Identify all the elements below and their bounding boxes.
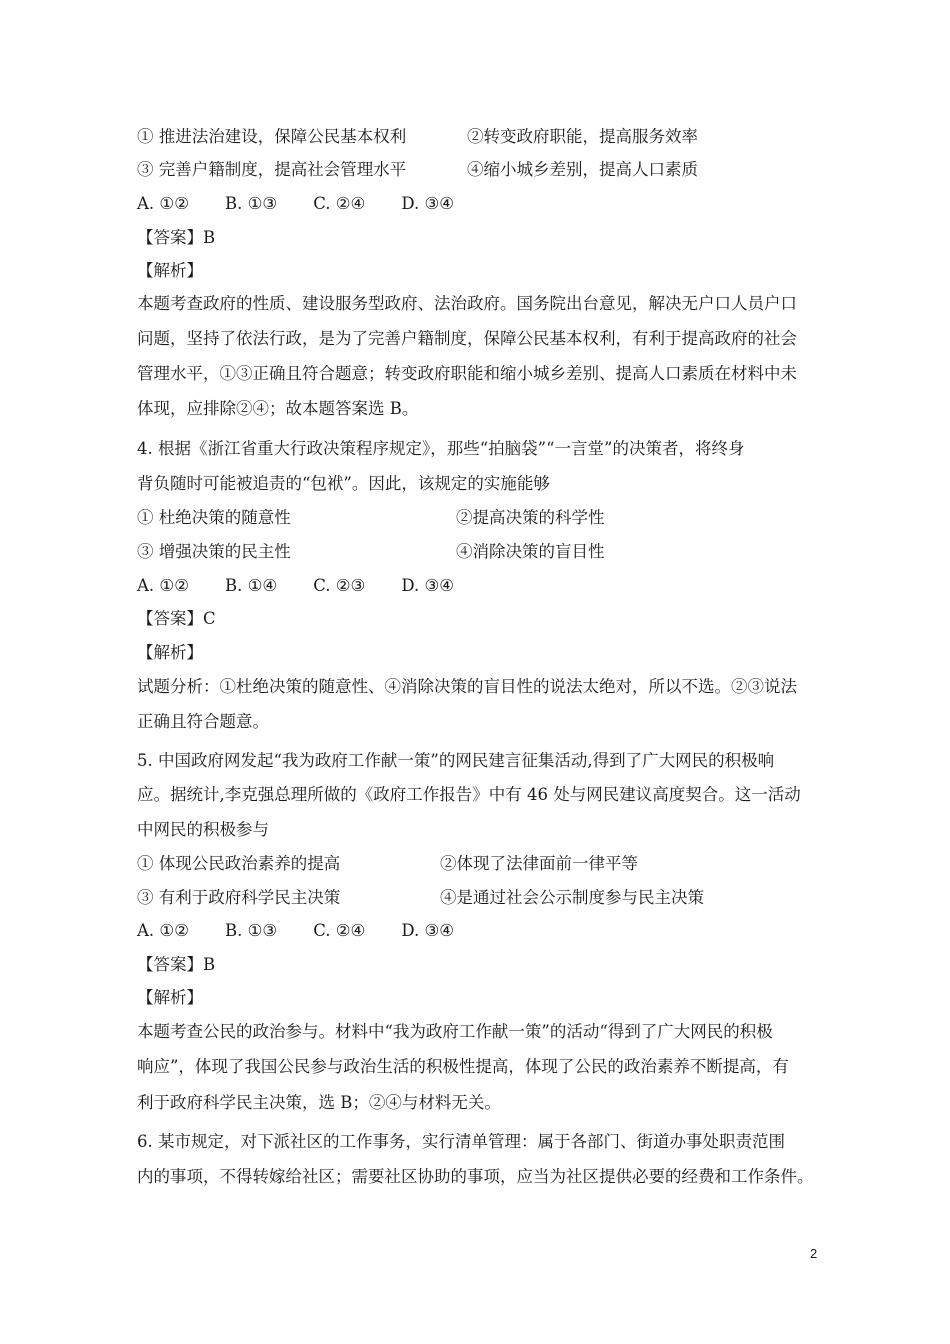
q3-analysis-line-1: 本题考查政府的性质、建设服务型政府、法治政府。国务院出台意见，解决无户口人员户口 xyxy=(137,294,797,313)
q5-analysis-line-3: 利于政府科学民主决策，选 B；②④与材料无关。 xyxy=(137,1093,501,1112)
q5-choice-a: A. ①② xyxy=(137,921,189,940)
q5-choice-b: B. ①③ xyxy=(225,921,278,940)
q3-choice-a: A. ①② xyxy=(137,194,189,213)
q3-analysis-line-4: 体现，应排除②④；故本题答案选 B。 xyxy=(137,399,419,418)
q4-choice-d: D. ③④ xyxy=(401,576,455,595)
q6-stem-line-1: 6. 某市规定，对下派社区的工作事务，实行清单管理：属于各部门、街道办事处职责范围 xyxy=(137,1132,785,1151)
q5-option-4: ④是通过社会公示制度参与民主决策 xyxy=(440,888,704,907)
q5-stem-line-2: 应。据统计,李克强总理所做的《政府工作报告》中有 46 处与网民建议高度契合。这一活动 xyxy=(137,785,801,804)
q5-options-row-2 xyxy=(137,888,704,908)
q5-choice-c: C. ②④ xyxy=(313,921,366,940)
q3-options-row-2 xyxy=(137,160,698,180)
q5-answer: 【答案】B xyxy=(137,955,216,974)
q3-option-4: ④缩小城乡差别，提高人口素质 xyxy=(467,160,698,179)
q3-answer: 【答案】B xyxy=(137,228,216,247)
q3-options-row-1 xyxy=(137,127,698,147)
q4-choice-b: B. ①④ xyxy=(225,576,278,595)
q4-option-2: ②提高决策的科学性 xyxy=(456,508,605,527)
q5-analysis-line-2: 响应”，体现了我国公民参与政治生活的积极性提高，体现了公民的政治素养不断提高，有 xyxy=(137,1057,789,1076)
q4-stem-line-2: 背负随时可能被追责的“包袱”。因此，该规定的实施能够 xyxy=(137,474,550,493)
q4-analysis-line-1: 试题分析：①杜绝决策的随意性、④消除决策的盲目性的说法太绝对，所以不选。②③说法 xyxy=(137,677,797,696)
q4-choice-a: A. ①② xyxy=(137,576,189,595)
q5-option-3: ③ 有利于政府科学民主决策 xyxy=(137,888,341,907)
q4-options-row-2 xyxy=(137,542,605,562)
q3-choice-b: B. ①③ xyxy=(225,194,278,213)
q3-analysis-line-3: 管理水平，①③正确且符合题意；转变政府职能和缩小城乡差别、提高人口素质在材料中未 xyxy=(137,364,797,383)
q4-options-row-1 xyxy=(137,508,605,528)
q4-option-4: ④消除决策的盲目性 xyxy=(456,542,605,561)
q4-option-1: ① 杜绝决策的随意性 xyxy=(137,508,291,527)
q4-stem-line-1: 4. 根据《浙江省重大行政决策程序规定》，那些“拍脑袋”“一言堂”的决策者，将终身 xyxy=(137,439,745,458)
q3-option-2: ②转变政府职能，提高服务效率 xyxy=(467,127,698,146)
page-number: 2 xyxy=(810,1246,818,1261)
q3-choice-d: D. ③④ xyxy=(401,194,455,213)
q3-option-1: ① 推进法治建设，保障公民基本权利 xyxy=(137,127,407,146)
q6-stem-line-2: 内的事项，不得转嫁给社区；需要社区协助的事项，应当为社区提供必要的经费和工作条件。 xyxy=(137,1167,814,1186)
q5-stem-line-3: 中网民的积极参与 xyxy=(137,820,269,839)
q3-analysis-line-2: 问题，坚持了依法行政，是为了完善户籍制度，保障公民基本权利，有利于提高政府的社会 xyxy=(137,329,797,348)
q4-choices xyxy=(137,576,490,596)
q4-analysis-label: 【解析】 xyxy=(137,643,203,662)
q4-analysis-line-2: 正确且符合题意。 xyxy=(137,712,269,731)
q5-analysis-label: 【解析】 xyxy=(137,988,203,1007)
q5-option-1: ① 体现公民政治素养的提高 xyxy=(137,854,341,873)
q5-option-2: ②体现了法律面前一律平等 xyxy=(440,854,638,873)
q3-analysis-label: 【解析】 xyxy=(137,261,203,280)
q5-choices xyxy=(137,921,490,941)
q5-choice-d: D. ③④ xyxy=(401,921,455,940)
q4-option-3: ③ 增强决策的民主性 xyxy=(137,542,291,561)
q5-stem-line-1: 5. 中国政府网发起“我为政府工作献一策”的网民建言征集活动,得到了广大网民的积极响 xyxy=(137,751,775,770)
q3-option-3: ③ 完善户籍制度，提高社会管理水平 xyxy=(137,160,407,179)
q5-options-row-1 xyxy=(137,854,638,874)
q4-answer: 【答案】C xyxy=(137,609,216,628)
q5-analysis-line-1: 本题考查公民的政治参与。材料中“我为政府工作献一策”的活动“得到了广大网民的积极 xyxy=(137,1022,773,1041)
q3-choices xyxy=(137,194,490,214)
q3-choice-c: C. ②④ xyxy=(313,194,366,213)
q4-choice-c: C. ②③ xyxy=(313,576,366,595)
